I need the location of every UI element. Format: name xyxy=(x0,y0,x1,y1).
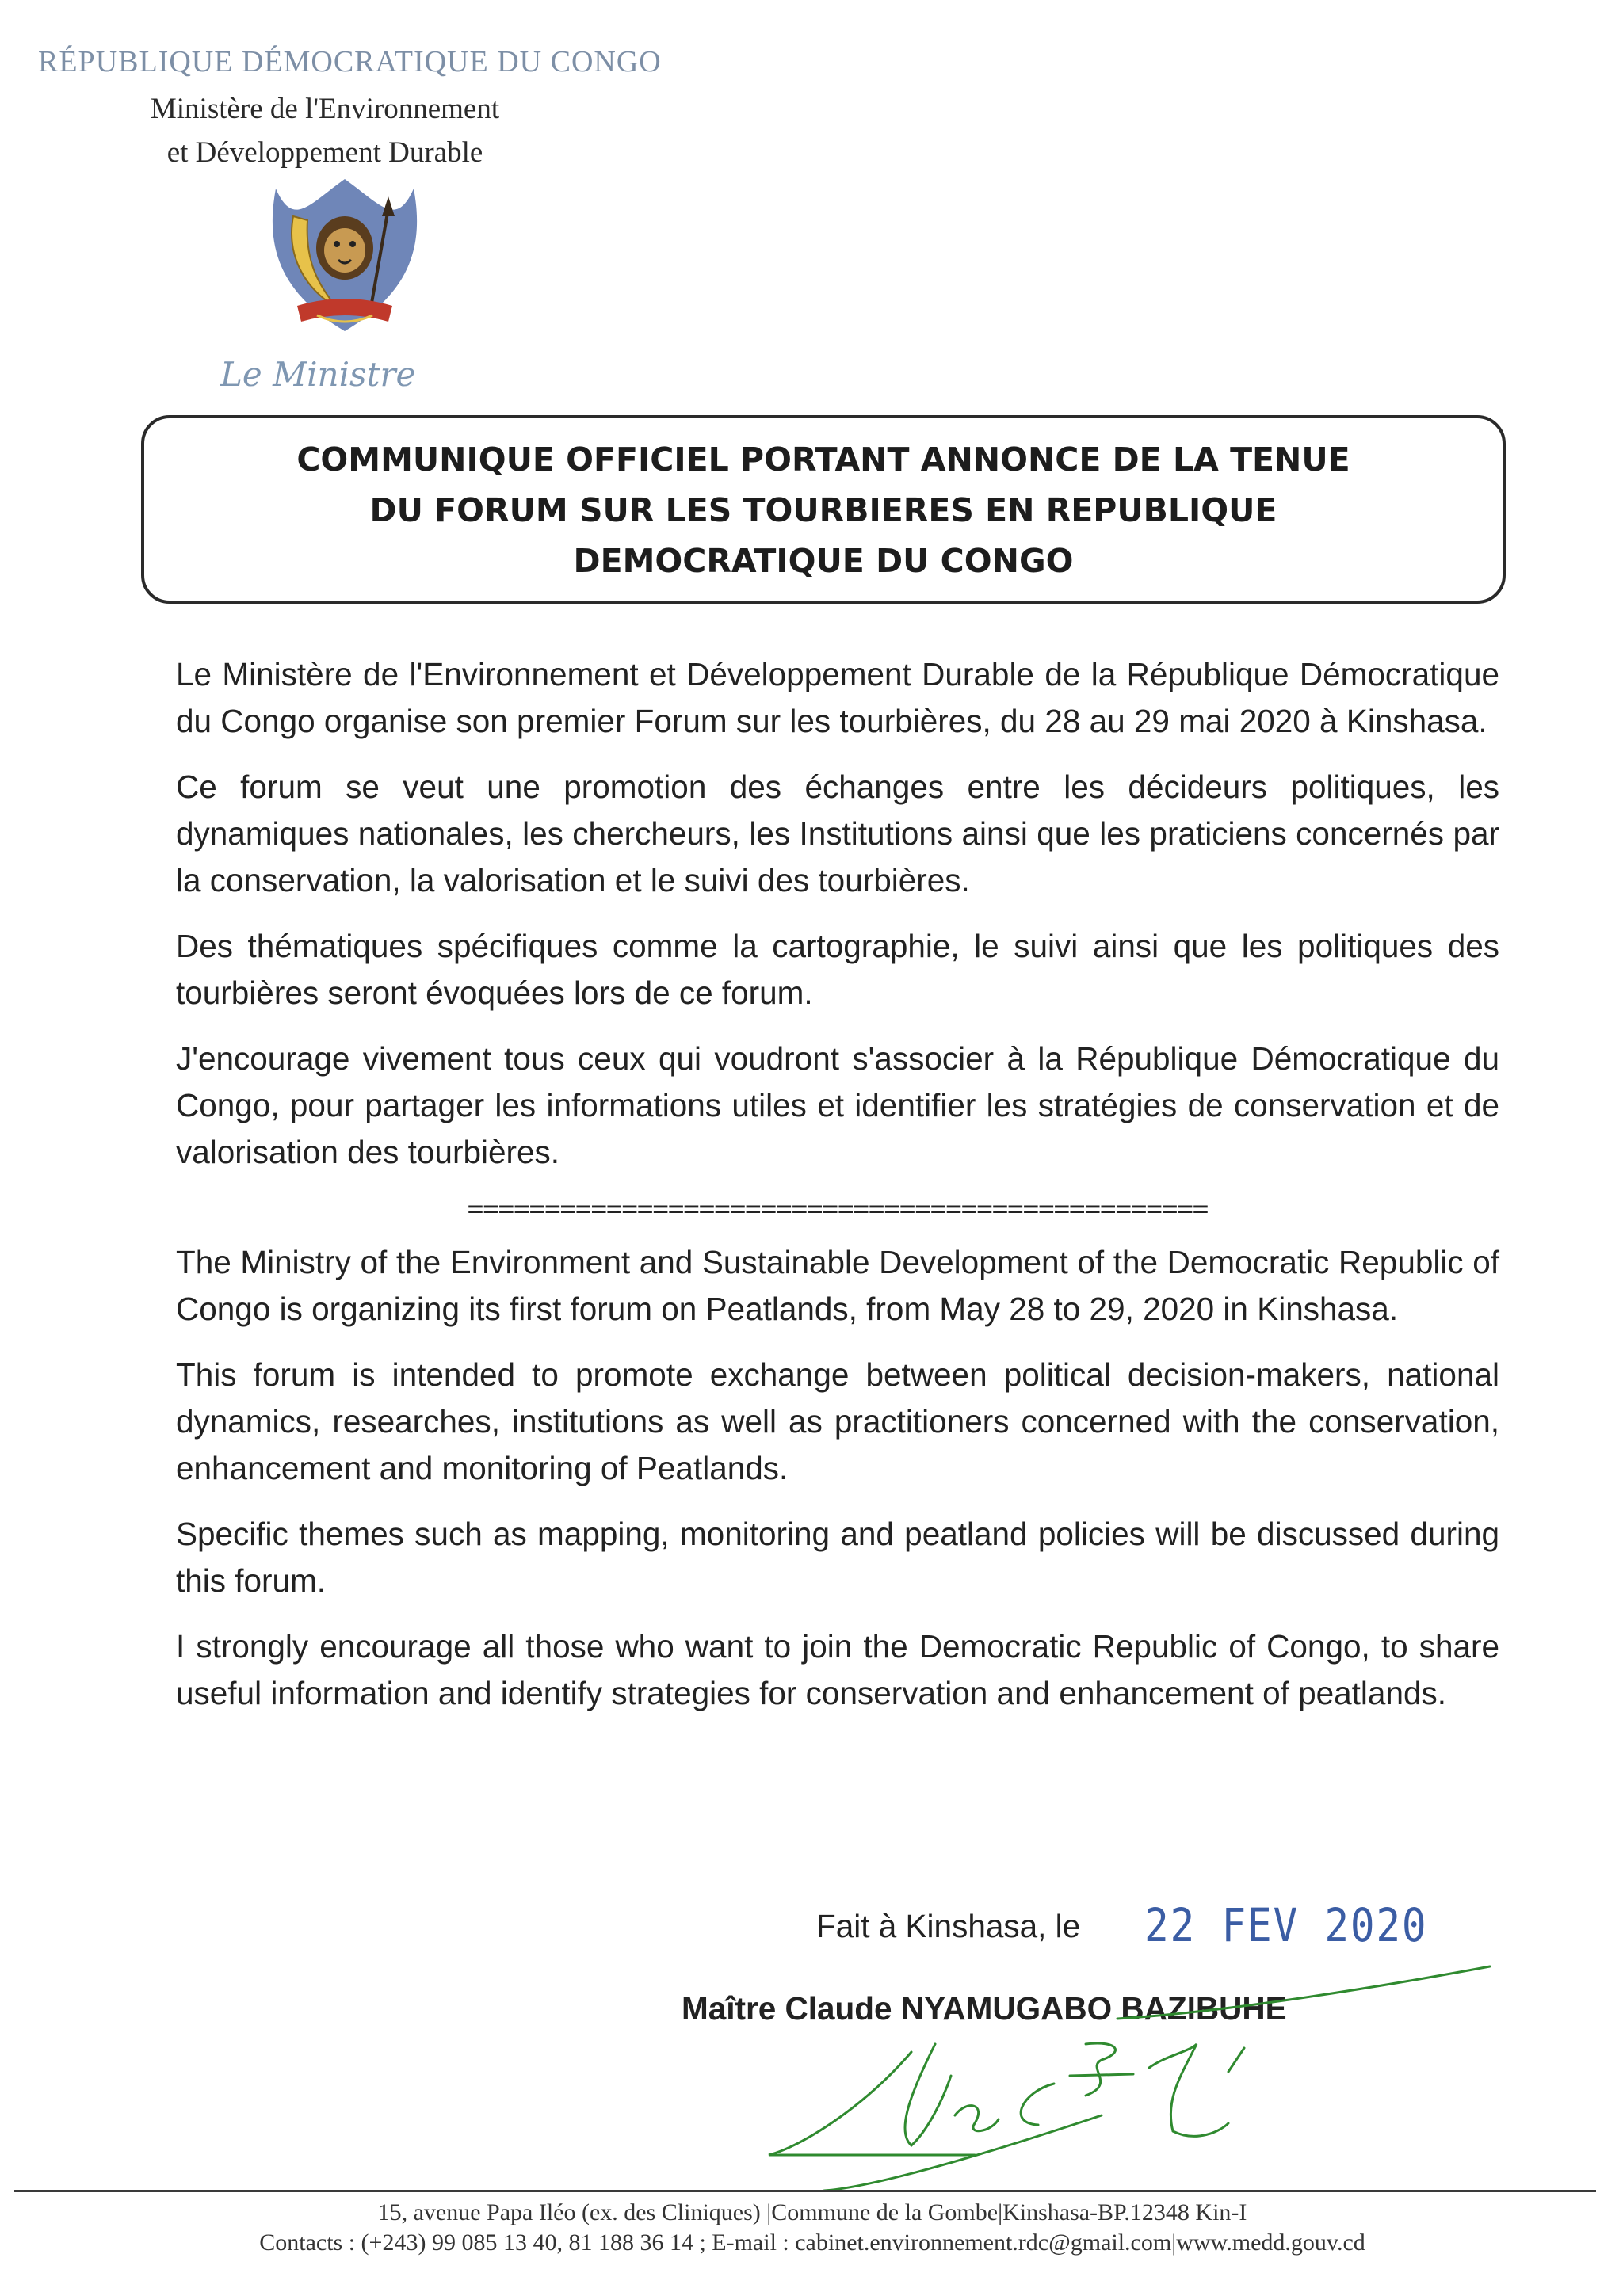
footer-divider xyxy=(14,2190,1596,2192)
title-line-3: DEMOCRATIQUE DU CONGO xyxy=(573,542,1074,580)
paragraph-fr-1: Le Ministère de l'Environnement et Développement Durable de la République Démocratique du Congo organise son premier Forum sur les tourbières, du 28 au 29 mai 2020 à Kinshasa. xyxy=(176,656,1499,739)
footer-address: 15, avenue Papa Iléo (ex. des Cliniques) |Commune de la Gombe|Kinshasa-BP.12348 Kin-I xyxy=(377,2199,1247,2225)
ministry-name xyxy=(119,87,531,174)
ministry-line-2: et Développement Durable xyxy=(166,136,483,169)
paragraph-fr-2: Ce forum se veut une promotion des échanges entre les décideurs politiques, les dynamiques nationales, les chercheurs, les Institutions ainsi que les praticiens concernés par la conservation, la valorisation et le suivi des tourbières. xyxy=(176,769,1499,898)
paragraph-en-4: I strongly encourage all those who want to join the Democratic Republic of Congo, to share useful information and identify strategies for conservation and enhancement of peatlands. xyxy=(176,1628,1499,1711)
communique-body xyxy=(176,651,1499,1736)
paragraph-en-2: This forum is intended to promote exchange between political decision-makers, national dynamics, researches, institutions as well as practitioners concerned with the conservation, enhancement and monitoring of Peatlands. xyxy=(176,1356,1499,1486)
handwritten-signature xyxy=(674,1957,1522,2195)
office-title: Le Ministre xyxy=(220,355,416,394)
paragraph-fr-4: J'encourage vivement tous ceux qui voudront s'associer à la République Démocratique du Congo, pour partager les informations utiles et identifier les stratégies de conservation et de valorisation des tourbières. xyxy=(176,1040,1499,1170)
paragraph-en-3: Specific themes such as mapping, monitoring and peatland policies will be discussed during this forum. xyxy=(176,1516,1499,1599)
language-separator: ================================================ xyxy=(467,1195,1209,1223)
coat-of-arms-icon xyxy=(262,173,428,339)
paragraph-fr-3: Des thématiques spécifiques comme la cartographie, le suivi ainsi que les politiques des tourbières seront évoquées lors de ce forum. xyxy=(176,928,1499,1011)
date-stamp: 22 FEV 2020 xyxy=(1144,1898,1428,1952)
footer-contacts: Contacts : (+243) 99 085 13 40, 81 188 36 14 ; E-mail : cabinet.environnement.rdc@gmail.com|www.medd.gouv.cd xyxy=(259,2229,1365,2256)
place-of-signing: Fait à Kinshasa, le xyxy=(816,1908,1081,1944)
signatory-name: Maître Claude NYAMUGABO BAZIBUHE xyxy=(682,1990,1287,2027)
title-line-2: DU FORUM SUR LES TOURBIERES EN REPUBLIQUE xyxy=(369,491,1277,529)
title-line-1: COMMUNIQUE OFFICIEL PORTANT ANNONCE DE LA TENUE xyxy=(296,441,1350,479)
paragraph-en-1: The Ministry of the Environment and Sustainable Development of the Democratic Republic of Congo is organizing its first forum on Peatlands, from May 28 to 29, 2020 in Kinshasa. xyxy=(176,1244,1499,1327)
communique-title xyxy=(141,434,1506,586)
country-name: RÉPUBLIQUE DÉMOCRATIQUE DU CONGO xyxy=(38,45,662,78)
ministry-line-1: Ministère de l'Environnement xyxy=(150,93,500,125)
